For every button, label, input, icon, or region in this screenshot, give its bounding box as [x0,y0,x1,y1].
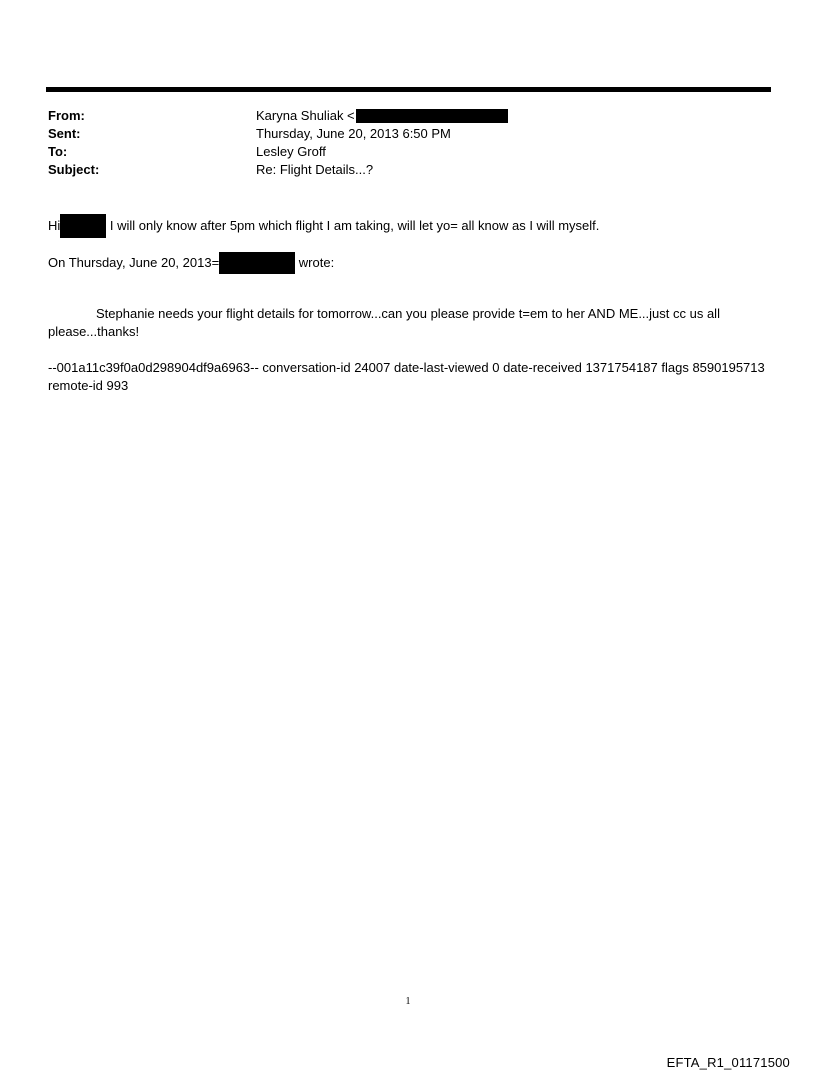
sent-value: Thursday, June 20, 2013 6:50 PM [256,126,451,141]
message-text: I will only know after 5pm which flight I am taking, will let yo= all know as I will myself. [106,218,600,233]
sent-label: Sent: [48,126,81,141]
quoted-message: Stephanie needs your flight details for tomorrow...can you please provide t=em to her AND ME...just cc us all please...thanks! [48,306,720,339]
greeting: Hi [48,218,61,233]
quote-intro-wrote: wrote: [295,255,335,270]
quote-intro-date: On Thursday, June 20, 2013= [48,255,220,270]
subject-value: Re: Flight Details...? [256,162,374,177]
from-row [48,107,508,125]
redaction-box [356,109,508,123]
email-header [48,107,508,179]
to-label: To: [48,144,68,159]
sent-row [48,125,508,143]
subject-row [48,161,508,179]
to-row [48,143,508,161]
to-value: Lesley Groff [256,144,326,159]
redaction-box [60,214,106,238]
message-metadata: --001a11c39f0a0d298904df9a6963-- conversation-id 24007 date-last-viewed 0 date-received 1371754187 flags 8590195713 remote-id 993 [48,360,765,393]
page-number: 1 [405,996,411,1007]
quote-intro [48,252,768,274]
from-value [256,107,508,125]
redaction-box [219,252,295,274]
from-label: From: [48,108,85,123]
bates-number: EFTA_R1_01171500 [666,1055,790,1070]
from-name: Karyna Shuliak < [256,108,355,123]
subject-label: Subject: [48,162,100,177]
header-divider [46,87,771,92]
message-line-1 [48,214,768,238]
